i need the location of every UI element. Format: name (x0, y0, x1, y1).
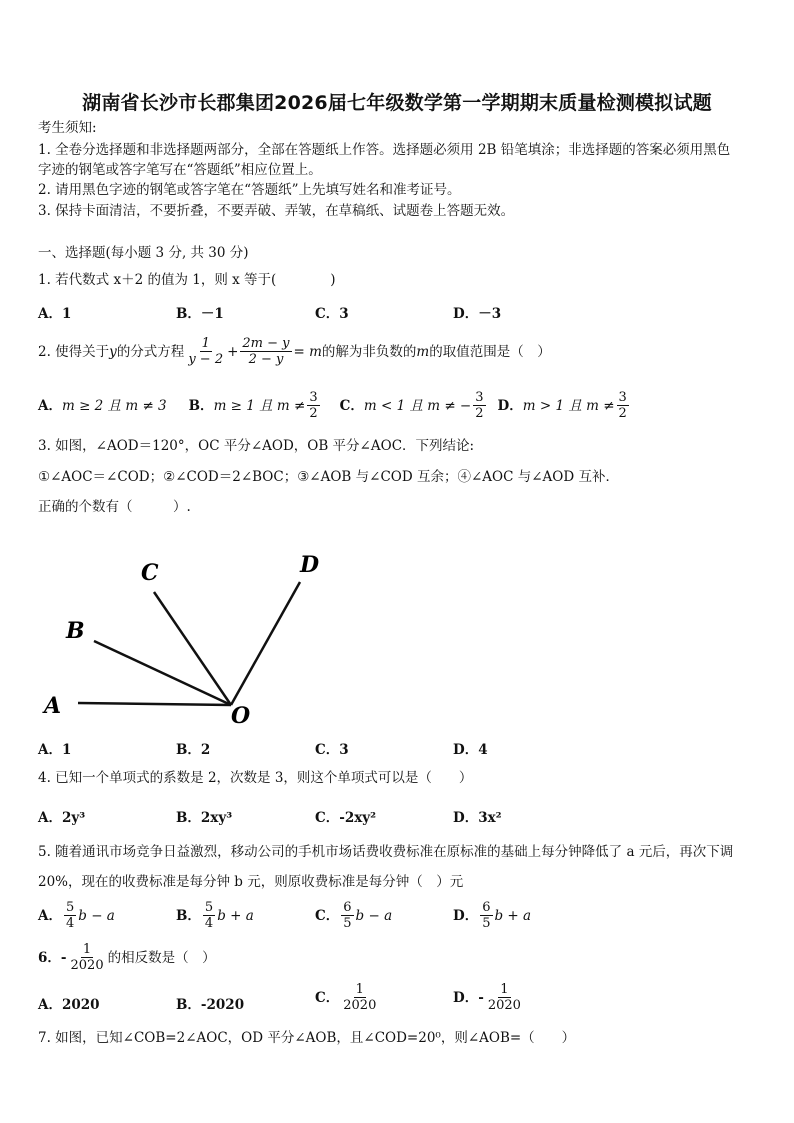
label-a: A (44, 693, 62, 719)
q5-option-a (38, 900, 115, 931)
q4-option-d: D．3x² (453, 810, 502, 826)
q2-stem (38, 336, 551, 367)
q5-option-c-label: C． (315, 907, 340, 924)
q6-prefix: 6．- (38, 949, 67, 966)
q2-mid: 的分式方程 (116, 343, 185, 360)
q1-option-c: C．3 (315, 306, 349, 322)
label-c: C (141, 560, 159, 586)
q1-option-a: A．1 (38, 306, 72, 322)
q6-fraction (69, 942, 106, 973)
notice-item-3: 3. 保持卡面清洁，不要折叠，不要弄破、弄皱，在草稿纸、试题卷上答题无效。 (38, 203, 515, 219)
frac-den: 4 (65, 916, 75, 931)
frac-num: 6 (343, 900, 352, 915)
label-o: O (231, 703, 251, 729)
q2-option-d-label: D． (497, 397, 523, 414)
q3-ask: 正确的个数有（ ）. (38, 499, 191, 515)
frac-num: 1 (82, 942, 92, 957)
frac-num: 5 (65, 900, 75, 915)
q2-f1-den: y − 2 (188, 352, 224, 367)
frac-num: 6 (482, 900, 491, 915)
q6-option-c-frac (341, 982, 378, 1013)
q6-option-a: A．2020 (38, 997, 100, 1013)
q5-line-2: 20%，现在的收费标准是每分钟 b 元，则原收费标准是每分钟（ ）元 (38, 874, 464, 890)
ray-oa (78, 703, 231, 705)
q1-option-b: B．－1 (176, 306, 224, 322)
frac-num: 5 (204, 900, 214, 915)
frac-den: 2020 (70, 958, 104, 973)
q2-option-d-frac (617, 390, 629, 421)
q2-option-b: m ≥ 1 且 m ≠ (213, 397, 306, 414)
q6-option-b: B．-2020 (176, 997, 245, 1013)
q2-option-b-frac (307, 390, 319, 421)
q2-f2-den: 2 − y (248, 352, 284, 367)
q2-option-a-label: A． (38, 397, 62, 414)
frac-den: 2020 (343, 998, 377, 1013)
ray-od (231, 582, 300, 705)
q6-option-c (315, 982, 380, 1013)
q6-option-d-label: D．- (453, 989, 484, 1006)
notice-item-1: 1. 全卷分选择题和非选择题两部分，全部在答题纸上作答。选择题必须用 2B 铅笔填涂；非选择题的答案必须用黑色 (38, 142, 731, 158)
frac-num: 1 (355, 982, 364, 997)
q3-conclusions: ①∠AOC＝∠COD；②∠COD＝2∠BOC；③∠AOB 与∠COD 互余；④∠AOC 与∠AOD 互补． (38, 469, 619, 485)
q5-option-b (176, 900, 254, 931)
q5-option-c-frac (341, 900, 353, 931)
q3-option-a: A．1 (38, 742, 72, 758)
frac-num: 3 (618, 390, 627, 405)
frac-num: 3 (475, 390, 484, 405)
q5-option-d-expr: b + a (494, 907, 532, 924)
frac-num: 1 (500, 982, 509, 997)
q5-line-1: 5. 随着通讯市场竞争日益激烈，移动公司的手机市场话费收费标准在原标准的基础上每分钟降低了 a 元后，再次下调 (38, 844, 734, 860)
q6-suffix: 的相反数是（ ） (107, 949, 216, 966)
notice-heading: 考生须知: (38, 120, 97, 136)
q3-stem: 3. 如图，∠AOD＝120°，OC 平分∠AOD，OB 平分∠AOC．下列结论: (38, 438, 475, 454)
q2-fraction-1 (186, 336, 225, 367)
q2-option-c-frac (473, 390, 485, 421)
q5-option-a-expr: b − a (78, 907, 115, 924)
q3-angle-diagram (30, 545, 350, 730)
q6-option-d-frac (486, 982, 523, 1013)
q2-options (38, 390, 631, 421)
q3-option-c: C．3 (315, 742, 349, 758)
q5-option-d (453, 900, 531, 931)
q5-option-c (315, 900, 392, 931)
q6-stem (38, 942, 216, 973)
q4-option-c: C．-2xy² (315, 810, 377, 826)
q6-option-c-label: C． (315, 989, 340, 1006)
q5-option-b-expr: b + a (217, 907, 254, 924)
frac-den: 5 (482, 916, 491, 931)
q2-suffix-2: 的取值范围是（ ） (429, 343, 551, 360)
frac-den: 2020 (487, 998, 521, 1013)
q2-var-y: y (109, 343, 117, 360)
frac-den: 2 (475, 406, 484, 421)
q5-option-a-label: A． (38, 907, 62, 924)
q5-option-a-frac (64, 900, 76, 931)
section-heading: 一、选择题(每小题 3 分, 共 30 分) (38, 245, 249, 261)
q7-stem: 7. 如图，已知∠COB=2∠AOC，OD 平分∠AOB，且∠COD=20⁰，则∠AOB=（ ） (38, 1030, 576, 1046)
q2-f2-num: 2m − y (242, 336, 290, 351)
q5-option-d-label: D． (453, 907, 479, 924)
q4-option-b: B．2xy³ (176, 810, 233, 826)
q2-prefix: 2. 使得关于 (38, 343, 110, 360)
q5-option-b-frac (203, 900, 215, 931)
q2-f1-num: 1 (201, 336, 210, 351)
notice-item-2: 2. 请用黑色字迹的钢笔或答字笔在“答题纸”上先填写姓名和准考证号。 (38, 182, 461, 198)
label-d: D (300, 552, 320, 578)
q5-option-d-frac (480, 900, 492, 931)
q5-option-b-label: B． (176, 907, 201, 924)
q2-var-m: m (416, 343, 430, 360)
q4-option-a: A．2y³ (38, 810, 86, 826)
q2-fraction-2 (240, 336, 291, 367)
q2-plus: + (227, 343, 239, 360)
q3-option-b: B．2 (176, 742, 211, 758)
q2-option-d: m > 1 且 m ≠ (522, 397, 615, 414)
q3-option-d: D．4 (453, 742, 488, 758)
frac-den: 5 (343, 916, 352, 931)
q5-option-c-expr: b − a (355, 907, 393, 924)
notice-item-1-cont: 字迹的钢笔或答字笔写在“答题纸”相应位置上。 (38, 162, 322, 178)
frac-den: 2 (618, 406, 627, 421)
frac-num: 3 (309, 390, 318, 405)
q2-eq: = m (293, 343, 322, 360)
label-b: B (66, 618, 85, 644)
frac-den: 2 (309, 406, 318, 421)
q1-option-d: D．－3 (453, 306, 502, 322)
exam-title: 湖南省长沙市长郡集团2026届七年级数学第一学期期末质量检测模拟试题 (82, 92, 712, 114)
q2-option-b-label: B． (188, 397, 214, 414)
q2-suffix-1: 的解为非负数的 (321, 343, 417, 360)
q2-option-a: m ≥ 2 且 m ≠ 3 (61, 397, 167, 414)
q1-stem: 1. 若代数式 x＋2 的值为 1，则 x 等于( ) (38, 272, 336, 288)
q4-stem: 4. 已知一个单项式的系数是 2，次数是 3，则这个单项式可以是（ ） (38, 770, 473, 786)
q2-option-c-label: C． (339, 397, 364, 414)
q6-option-d (453, 982, 525, 1013)
frac-den: 4 (204, 916, 214, 931)
q2-option-c: m < 1 且 m ≠ − (363, 397, 472, 414)
